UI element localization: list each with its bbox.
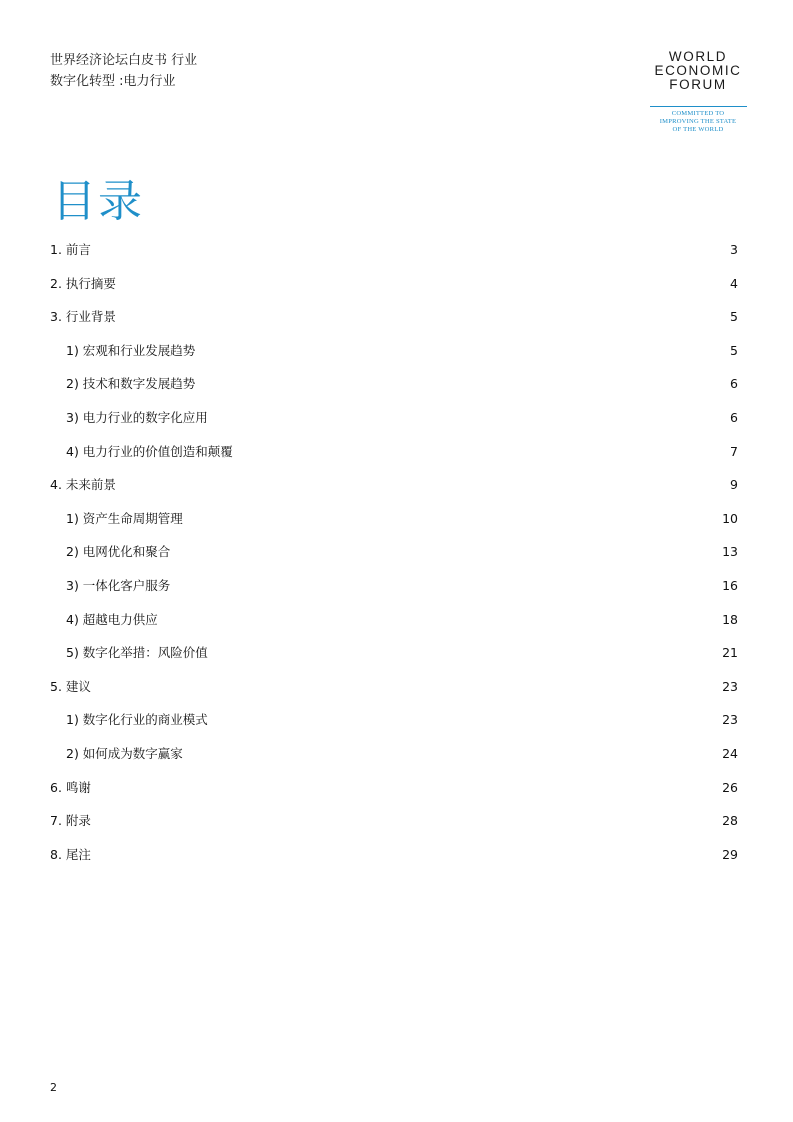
toc-entry-page: 23 [722, 712, 738, 728]
toc-entry[interactable] [48, 641, 738, 675]
toc-entry[interactable] [48, 708, 738, 742]
toc-title: 目录 [52, 176, 144, 227]
header-line-2: 数字化转型 :电力行业 [50, 74, 176, 89]
logo-tagline-3: OF THE WORLD [672, 126, 724, 133]
wef-logo [648, 50, 748, 134]
logo-line-2: ECONOMIC [654, 63, 742, 78]
toc-entry-label: 1) 宏观和行业发展趋势 [66, 342, 196, 358]
toc-entry-page: 13 [722, 544, 738, 560]
document-header [50, 50, 197, 92]
toc-entry[interactable] [48, 238, 738, 272]
toc-entry-label: 1. 前言 [50, 242, 91, 257]
toc-entry-page: 6 [730, 376, 738, 392]
toc-entry-label: 3) 一体化客户服务 [66, 577, 171, 593]
toc-entry[interactable] [48, 608, 738, 642]
toc-entry-page: 24 [722, 745, 738, 761]
toc-entry-page: 3 [730, 242, 738, 257]
header-line-1: 世界经济论坛白皮书 行业 [50, 53, 198, 68]
logo-tagline-2: IMPROVING THE STATE [659, 118, 737, 125]
toc-entry[interactable] [48, 272, 738, 306]
toc-entry-page: 29 [722, 846, 738, 862]
toc-entry-page: 5 [730, 309, 738, 325]
toc-entry-label: 1) 数字化行业的商业模式 [66, 712, 208, 728]
toc-entry[interactable] [48, 305, 738, 339]
toc-entry-label: 2) 如何成为数字赢家 [66, 745, 183, 761]
toc-entry-label: 2) 电网优化和聚合 [66, 544, 171, 560]
toc-entry[interactable] [48, 440, 738, 474]
toc-entry[interactable] [48, 574, 738, 608]
toc-entry-label: 3. 行业背景 [50, 309, 116, 325]
toc-entry-label: 8. 尾注 [50, 846, 91, 862]
toc-entry-label: 3) 电力行业的数字化应用 [66, 409, 208, 425]
logo-rule [650, 106, 747, 107]
toc-entry-label: 4. 未来前景 [50, 477, 116, 493]
toc-entry-page: 9 [730, 477, 738, 493]
toc-entry-label: 4) 超越电力供应 [66, 611, 158, 627]
toc-entry-label: 2. 执行摘要 [50, 275, 116, 291]
toc-entry-page: 5 [730, 342, 738, 358]
toc-entry-page: 10 [722, 510, 738, 526]
toc-entry[interactable] [48, 473, 738, 507]
logo-tagline-1: COMMITTED TO [671, 110, 725, 117]
toc-entry[interactable] [48, 809, 738, 843]
page-number: 2 [50, 1081, 57, 1094]
toc-entry[interactable] [48, 406, 738, 440]
toc-entry-label: 5) 数字化举措：风险价值 [66, 645, 208, 661]
logo-line-1: WORLD [668, 49, 728, 64]
toc-entry-page: 4 [730, 275, 738, 291]
toc-entry-page: 6 [730, 409, 738, 425]
toc-entry[interactable] [48, 742, 738, 776]
toc-entry-page: 18 [722, 611, 738, 627]
toc-entry-label: 7. 附录 [50, 813, 91, 829]
toc-entry-page: 7 [730, 443, 738, 459]
toc-list [48, 238, 738, 876]
toc-entry[interactable] [48, 339, 738, 373]
toc-entry[interactable] [48, 540, 738, 574]
toc-entry[interactable] [48, 776, 738, 810]
toc-entry-page: 16 [722, 577, 738, 593]
toc-entry[interactable] [48, 507, 738, 541]
toc-entry-page: 26 [722, 779, 738, 795]
toc-entry-label: 6. 鸣谢 [50, 779, 91, 795]
logo-line-3: FORUM [669, 77, 727, 92]
toc-entry-page: 23 [722, 678, 738, 694]
toc-entry[interactable] [48, 843, 738, 877]
toc-entry[interactable] [48, 372, 738, 406]
toc-entry-label: 1) 资产生命周期管理 [66, 510, 183, 526]
toc-entry-page: 21 [722, 645, 738, 661]
toc-entry[interactable] [48, 675, 738, 709]
toc-entry-page: 28 [722, 813, 738, 829]
toc-entry-label: 5. 建议 [50, 678, 91, 694]
toc-entry-label: 4) 电力行业的价值创造和颠覆 [66, 443, 233, 459]
toc-entry-label: 2) 技术和数字发展趋势 [66, 376, 196, 392]
